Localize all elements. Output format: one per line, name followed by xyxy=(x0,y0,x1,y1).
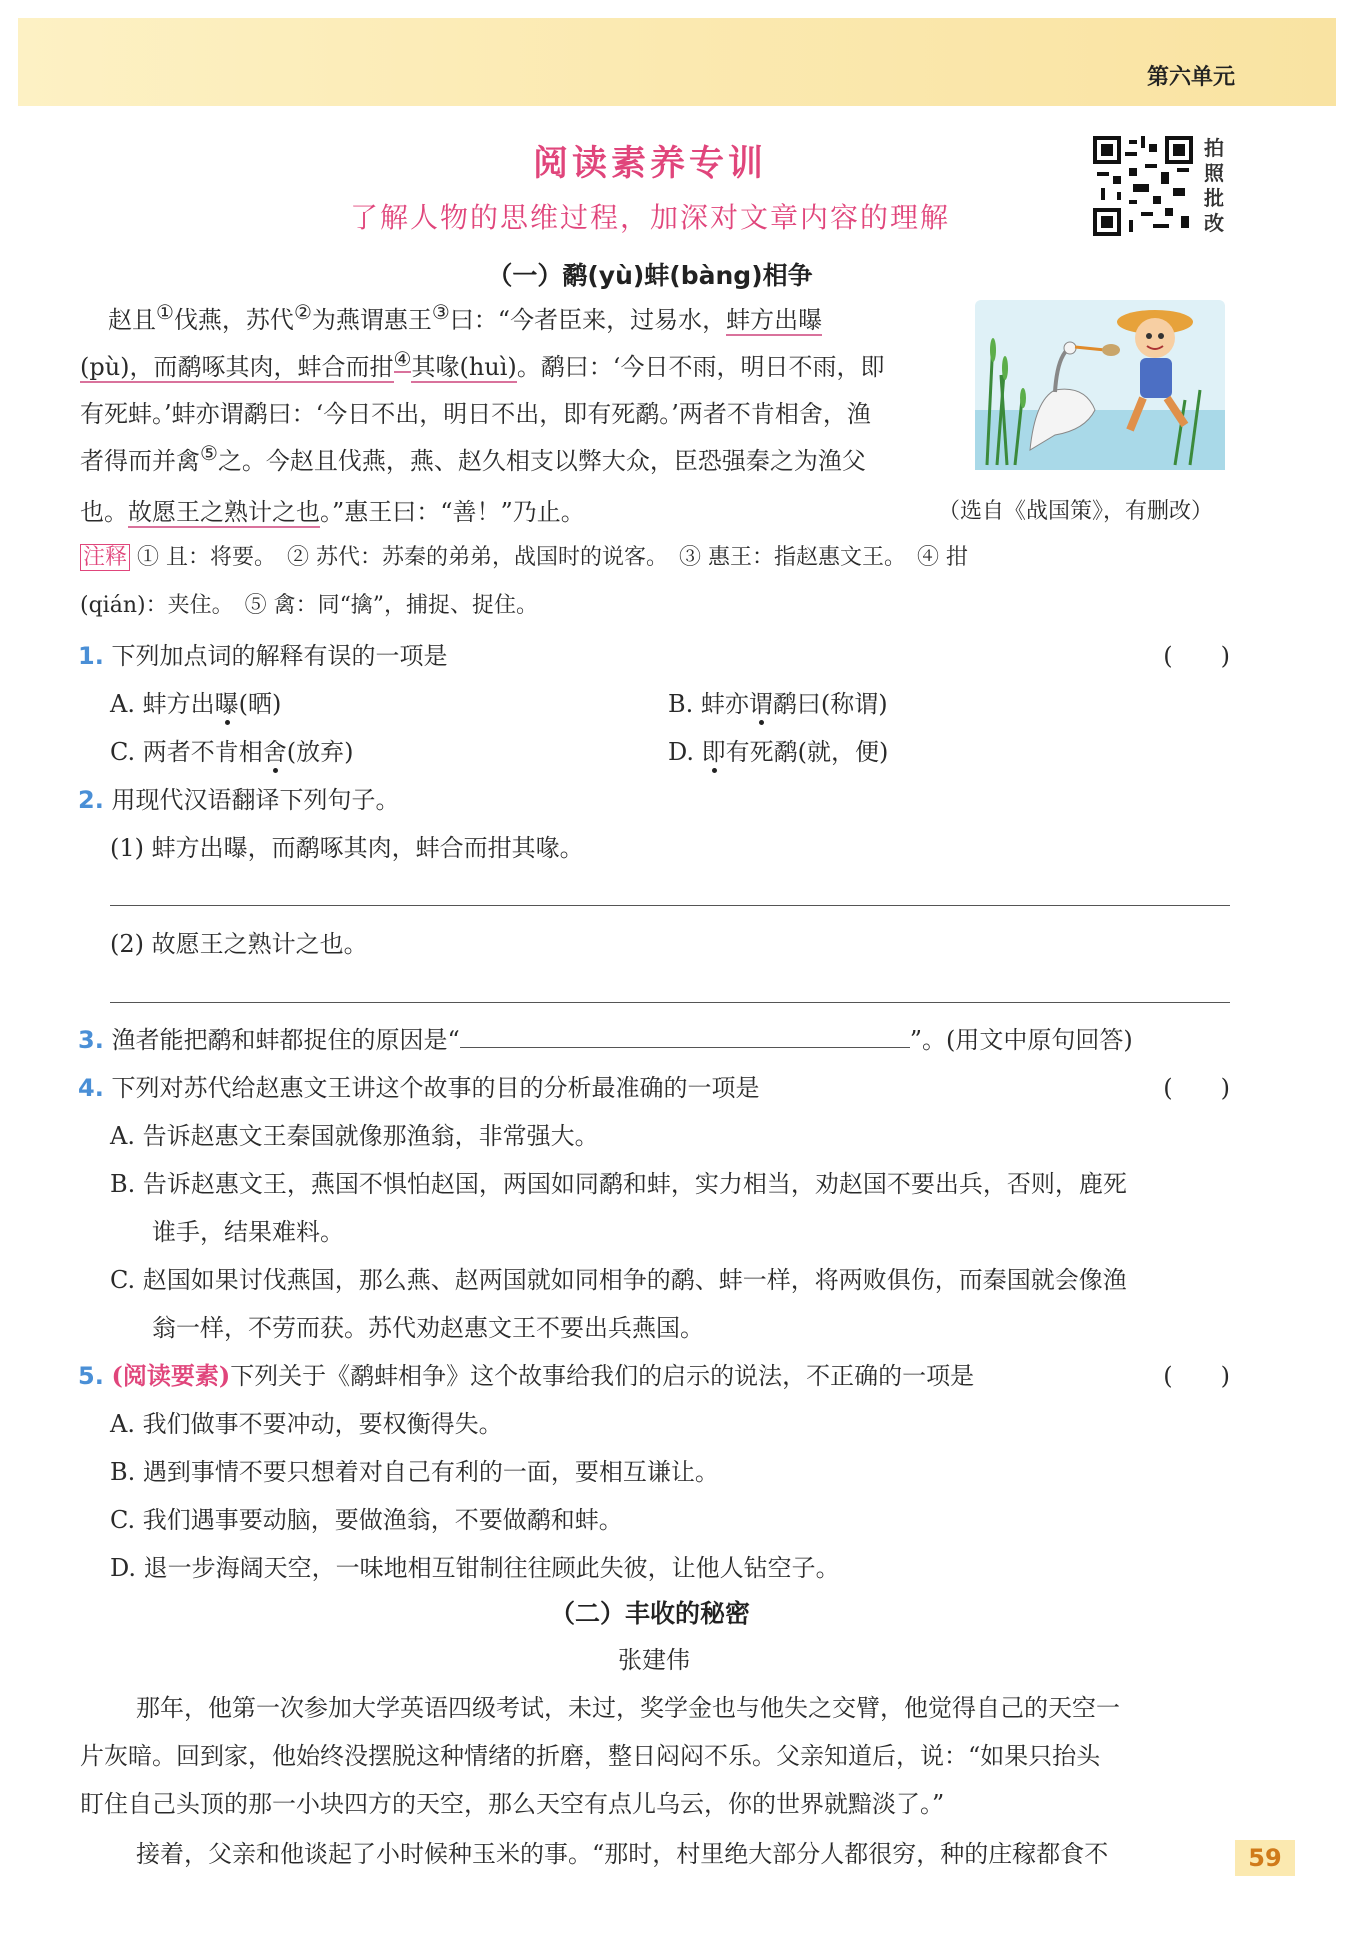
question-2 xyxy=(78,780,399,815)
answer-paren[interactable]: ( ) xyxy=(1163,642,1230,670)
answer-line[interactable] xyxy=(110,905,1230,906)
question-number: 1. xyxy=(78,642,104,670)
option-a[interactable]: A. 我们做事不要冲动，要权衡得失。 xyxy=(110,1410,503,1438)
answer-paren[interactable]: ( ) xyxy=(1163,1074,1230,1102)
note-marker: ① xyxy=(156,300,174,324)
text: C. 两者不肯相 xyxy=(110,738,263,766)
qr-code-icon[interactable] xyxy=(1093,136,1193,236)
question-1 xyxy=(78,636,447,671)
question-text: 渔者能把鹬和蚌都捉住的原因是“ xyxy=(111,1026,460,1054)
passage-line xyxy=(80,492,585,527)
text: 。鹬曰：‘今日不雨，明日不雨，即 xyxy=(516,353,885,381)
text: 伐燕，苏代 xyxy=(173,306,294,334)
answer-line[interactable] xyxy=(110,1002,1230,1003)
option-c[interactable] xyxy=(110,732,354,767)
fill-blank[interactable] xyxy=(460,1025,910,1048)
text: D. xyxy=(668,738,702,766)
question-text: 下列关于《鹬蚌相争》这个故事给我们的启示的说法，不正确的一项是 xyxy=(230,1362,975,1390)
underlined-sentence: 蚌方出曝 xyxy=(726,306,823,334)
text: ① 且：将要。 ② 苏代：苏秦的弟弟，战国时的说客。 ③ 惠王：指赵惠文王。 ④ 拑 xyxy=(137,545,968,570)
question-4 xyxy=(78,1068,759,1103)
section2-title: （二）丰收的秘密 xyxy=(549,1599,750,1628)
question-tag: (阅读要素) xyxy=(111,1361,231,1390)
qr-label-char: 改 xyxy=(1204,211,1224,235)
unit-label: 第六单元 xyxy=(1146,65,1235,90)
page-subtitle: 了解人物的思维过程，加深对文章内容的理解 xyxy=(349,201,950,234)
question-text: 用现代汉语翻译下列句子。 xyxy=(111,786,400,814)
note-marker: ③ xyxy=(431,300,450,324)
option-c[interactable]: C. 我们遇事要动脑，要做渔翁，不要做鹬和蚌。 xyxy=(110,1506,623,1534)
dotted-word: 谓 xyxy=(748,690,773,718)
header-band xyxy=(18,18,1336,106)
dotted-word: 舍 xyxy=(262,738,287,766)
text: 为燕谓惠王 xyxy=(311,306,432,334)
text: B. 蚌亦 xyxy=(668,690,749,718)
question-number: 5. xyxy=(78,1362,104,1390)
page-title: 阅读素养专训 xyxy=(532,144,767,184)
text: (放弃) xyxy=(286,738,354,766)
question-text: 下列对苏代给赵惠文王讲这个故事的目的分析最准确的一项是 xyxy=(111,1074,760,1102)
translate-sentence-2: (2) 故愿王之熟计之也。 xyxy=(110,930,368,958)
passage2-line: 片灰暗。回到家，他始终没摆脱这种情绪的折磨，整日闷闷不乐。父亲知道后，说：“如果只抬头 xyxy=(80,1742,1101,1770)
text: 之。今赵且伐燕，燕、赵久相支以弊大众，臣恐强秦之为渔父 xyxy=(217,447,866,475)
author: 张建伟 xyxy=(618,1646,690,1674)
answer-paren[interactable]: ( ) xyxy=(1163,1362,1230,1390)
qr-label-char: 照 xyxy=(1204,161,1224,185)
text: 。”惠王曰：“善！”乃止。 xyxy=(320,498,585,526)
option-b-cont: 谁手，结果难料。 xyxy=(152,1218,344,1246)
option-a[interactable]: A. 告诉赵惠文王秦国就像那渔翁，非常强大。 xyxy=(110,1122,599,1150)
notes-line xyxy=(80,540,968,571)
notes-line: (qián)：夹住。 ⑤ 禽：同“擒”，捕捉、捉住。 xyxy=(80,593,539,618)
passage-line: 有死蚌。’蚌亦谓鹬曰：‘今日不出，明日不出，即有死鹬。’两者不肯相舍，渔 xyxy=(80,400,871,428)
underlined-sentence: 故愿王之熟计之也 xyxy=(128,498,320,526)
question-text: 下列加点词的解释有误的一项是 xyxy=(111,642,448,670)
option-b[interactable] xyxy=(668,684,888,719)
option-b[interactable]: B. 告诉赵惠文王，燕国不惧怕赵国，两国如同鹬和蚌，实力相当，劝赵国不要出兵，否则，鹿死 xyxy=(110,1170,1127,1198)
note-marker: ④ xyxy=(393,347,412,371)
option-d[interactable]: D. 退一步海阔天空，一味地相互钳制往往顾此失彼，让他人钻空子。 xyxy=(110,1554,840,1582)
note-marker: ② xyxy=(293,300,312,324)
note-marker: ⑤ xyxy=(200,441,218,465)
text: 也。 xyxy=(80,498,128,526)
underlined-sentence: 其喙(huì) xyxy=(411,353,517,381)
question-3 xyxy=(78,1020,1133,1055)
passage2-line: 那年，他第一次参加大学英语四级考试，未过，奖学金也与他失之交臂，他觉得自己的天空一 xyxy=(136,1694,1120,1722)
option-a[interactable] xyxy=(110,684,281,719)
question-number: 2. xyxy=(78,786,104,814)
text: 赵且 xyxy=(108,306,156,334)
underlined-sentence: (pù)，而鹬啄其肉，蚌合而拑 xyxy=(80,353,394,381)
text: 者得而并禽 xyxy=(80,447,200,475)
dotted-word: 曝 xyxy=(214,690,239,718)
question-text: ”。(用文中原句回答) xyxy=(909,1026,1133,1054)
translate-sentence-1: (1) 蚌方出曝，而鹬啄其肉，蚌合而拑其喙。 xyxy=(110,834,584,862)
text: A. 蚌方出 xyxy=(110,690,215,718)
passage2-line: 盯住自己头顶的那一小块四方的天空，那么天空有点儿乌云，你的世界就黯淡了。” xyxy=(80,1790,945,1818)
question-5 xyxy=(78,1356,974,1391)
qr-label xyxy=(1200,136,1228,236)
qr-label-char: 拍 xyxy=(1204,136,1224,160)
passage2-line: 接着，父亲和他谈起了小时候种玉米的事。“那时，村里绝大部分人都很穷，种的庄稼都食不 xyxy=(136,1840,1109,1868)
passage-line xyxy=(80,347,884,382)
text: 鹬曰(称谓) xyxy=(772,690,888,718)
option-d[interactable] xyxy=(668,732,888,767)
option-b[interactable]: B. 遇到事情不要只想着对自己有利的一面，要相互谦让。 xyxy=(110,1458,719,1486)
section1-title: （一）鹬(yù)蚌(bàng)相争 xyxy=(487,261,813,290)
text: (晒) xyxy=(238,690,282,718)
question-number: 3. xyxy=(78,1026,104,1054)
text: 曰：“今者臣来，过易水， xyxy=(449,306,727,334)
option-c[interactable]: C. 赵国如果讨伐燕国，那么燕、赵两国就如同相争的鹬、蚌一样，将两败俱伤，而秦国就会像渔 xyxy=(110,1266,1127,1294)
passage-line xyxy=(108,300,822,335)
text: 有死鹬(就，便) xyxy=(725,738,889,766)
dotted-word: 即 xyxy=(701,738,726,766)
notes-label: 注释 xyxy=(80,544,130,571)
page-number: 59 xyxy=(1235,1840,1295,1876)
qr-label-char: 批 xyxy=(1204,186,1224,210)
question-number: 4. xyxy=(78,1074,104,1102)
passage-line xyxy=(80,441,866,476)
source-citation: （选自《战国策》，有删改） xyxy=(938,499,1214,524)
option-c-cont: 翁一样，不劳而获。苏代劝赵惠文王不要出兵燕国。 xyxy=(152,1314,704,1342)
illustration-fisherman-heron-icon xyxy=(975,300,1225,470)
